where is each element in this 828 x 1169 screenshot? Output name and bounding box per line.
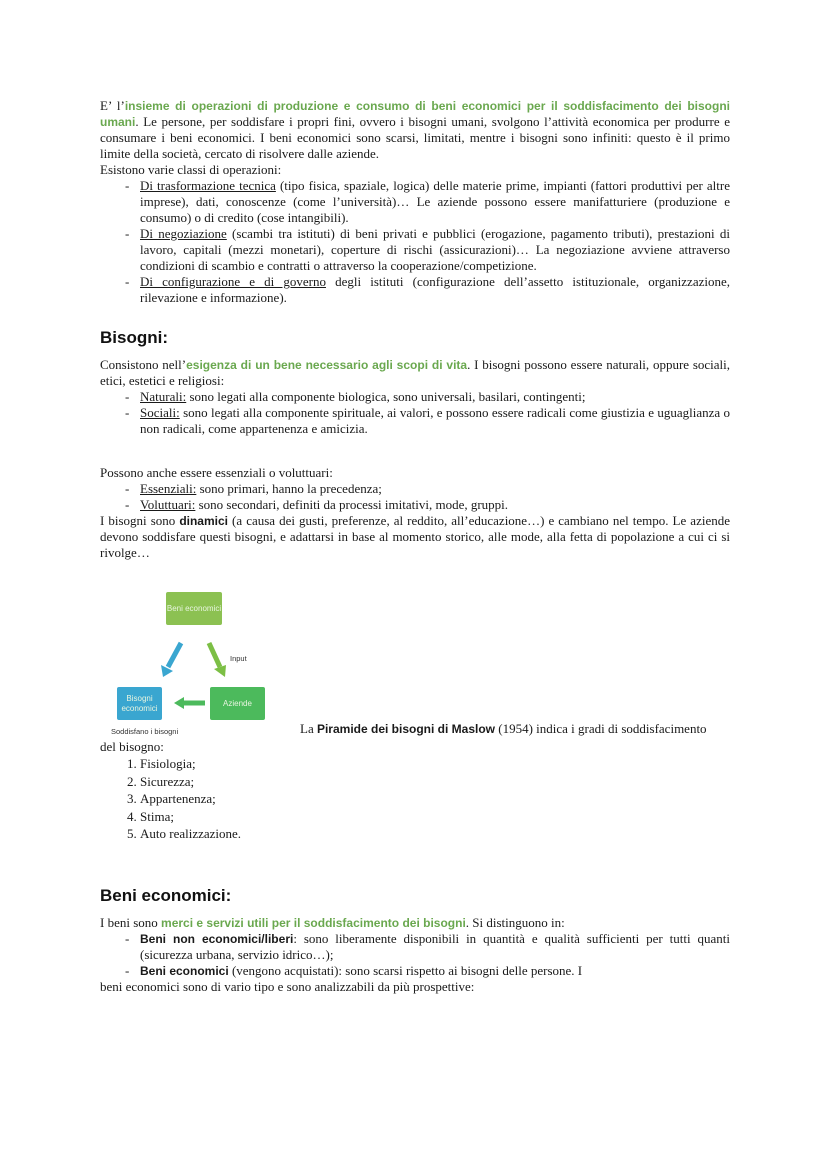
paragraph: Possono anche essere essenziali o voluttuari: bbox=[100, 465, 333, 480]
list-item bbox=[140, 497, 730, 513]
list-item: 2. Sicurezza; bbox=[140, 773, 730, 791]
label-soddisfano: Soddisfano i bisogni bbox=[111, 727, 179, 736]
term: Sociali: bbox=[140, 405, 180, 420]
list-item bbox=[140, 226, 730, 274]
needs-list-2 bbox=[100, 481, 730, 513]
list-item bbox=[140, 178, 730, 226]
bold-text: Piramide dei bisogni di Maslow bbox=[316, 722, 495, 736]
text: E’ l’ bbox=[100, 98, 125, 113]
term: Di trasformazione tecnica bbox=[140, 178, 276, 193]
list-item bbox=[140, 931, 730, 963]
goods-list bbox=[100, 931, 730, 979]
term: Beni non economici/liberi bbox=[140, 932, 294, 946]
text: degli istituti (configurazione dell’assetto istituzionale, organizzazione, rilevazione e informazione). bbox=[140, 274, 730, 305]
operations-list bbox=[100, 178, 730, 306]
maslow-section bbox=[100, 739, 730, 843]
economic-cycle-diagram bbox=[105, 585, 275, 745]
text: (scambi tra istituti) di beni privati e pubblici (erogazione, pagamento tributi), prestazioni di lavoro, capitali (mezzi monetari), coperture di rischi (assicurazioni)… La negoziazione avviene attraverso condizioni di scambio e contratti o attraverso la cooperazione/competizione. bbox=[140, 226, 730, 273]
highlight-text: esigenza di un bene necessario agli scopi di vita bbox=[186, 358, 468, 372]
left-arrow-icon bbox=[174, 697, 205, 709]
intro-paragraph bbox=[100, 98, 730, 162]
highlight-text: merci e servizi utili per il soddisfacimento dei bisogni bbox=[161, 916, 466, 930]
bold-text: dinamici bbox=[179, 514, 228, 528]
term: Di negoziazione bbox=[140, 226, 227, 241]
list-item bbox=[140, 389, 730, 405]
highlight-text: insieme di operazioni di produzione e consumo di beni economici per il soddisfacimento dei bisogni umani bbox=[100, 99, 731, 129]
arrows bbox=[105, 585, 275, 745]
green-arrow-icon bbox=[209, 643, 226, 677]
list-item bbox=[140, 963, 730, 979]
term: Beni economici bbox=[140, 964, 229, 978]
label-input: Input bbox=[230, 654, 247, 663]
list-item bbox=[140, 405, 730, 437]
paragraph: beni economici sono di vario tipo e sono analizzabili da più prospettive: bbox=[100, 979, 475, 994]
list-item: 3. Appartenenza; bbox=[140, 790, 730, 808]
text: . Si distinguono in: bbox=[465, 915, 565, 930]
text: . I bisogni possono essere naturali, oppure sociali, etici, estetici e religiosi: bbox=[100, 357, 730, 388]
heading-bisogni: Bisogni: bbox=[100, 328, 168, 347]
intro-paragraph-2: Esistono varie classi di operazioni: bbox=[100, 162, 282, 177]
paragraph bbox=[100, 915, 730, 931]
term: Voluttuari: bbox=[140, 497, 196, 512]
maslow-intro bbox=[300, 721, 737, 737]
list-item: 4. Stima; bbox=[140, 808, 730, 826]
term: Essenziali: bbox=[140, 481, 197, 496]
needs-list bbox=[100, 389, 730, 437]
text: La bbox=[300, 721, 317, 736]
text: sono legati alla componente spirituale, ai valori, e possono essere radicali come giustizia e uguaglianza o non radicali, come appartenenza e amicizia. bbox=[140, 405, 730, 436]
box-aziende: Aziende bbox=[210, 687, 265, 720]
box-bisogni-economici: Bisogni economici bbox=[117, 687, 162, 720]
paragraph bbox=[100, 357, 730, 389]
term: Di configurazione e di governo bbox=[140, 274, 326, 289]
text: sono legati alla componente biologica, sono universali, basilari, contingenti; bbox=[186, 389, 586, 404]
maslow-list bbox=[100, 755, 730, 843]
text: sono primari, hanno la precedenza; bbox=[196, 481, 382, 496]
text: (vengono acquistati): sono scarsi rispetto ai bisogni delle persone. I bbox=[228, 963, 583, 978]
bisogni-section bbox=[100, 357, 730, 561]
text: (a causa dei gusti, preferenze, al reddito, all’educazione…) e cambiano nel tempo. Le aziende devono soddisfare questi bisogni, e adattarsi in base al momento storico, alle mode, alla fetta di popolazione a cui ci si rivolge… bbox=[100, 513, 731, 560]
text: (1954) indica i gradi di soddisfacimento bbox=[495, 721, 707, 736]
blue-arrow-icon bbox=[161, 643, 181, 677]
box-beni-economici: Beni economici bbox=[166, 592, 222, 625]
paragraph bbox=[100, 513, 730, 561]
text: : sono liberamente disponibili in quantità e qualità sufficienti per tutti quanti (sicurezza urbana, servizio idrico…); bbox=[140, 931, 730, 962]
text: del bisogno: bbox=[100, 739, 164, 754]
text: I bisogni sono bbox=[100, 513, 180, 528]
text: (tipo fisica, spaziale, logica) delle materie prime, impianti (fattori produttivi per altre imprese), dati, conoscenze (come l’università)… Le aziende possono essere manifatturiere (produzione e consumo) o di credito (cose intangibili). bbox=[140, 178, 730, 225]
list-item: 1. Fisiologia; bbox=[140, 755, 730, 773]
list-item: 5. Auto realizzazione. bbox=[140, 825, 730, 843]
intro-section bbox=[100, 98, 730, 306]
list-item bbox=[140, 481, 730, 497]
text: sono secondari, definiti da processi imitativi, mode, gruppi. bbox=[195, 497, 509, 512]
text: I beni sono bbox=[100, 915, 162, 930]
text: Consistono nell’ bbox=[100, 357, 187, 372]
text: . Le persone, per soddisfare i propri fini, ovvero i bisogni umani, svolgono l’attività economica per produrre e consumare i beni economici. I beni economici sono scarsi, limitati, mentre i bisogni sono infiniti: questo è il primo limite della società, cercato di risolvere dalle aziende. bbox=[100, 114, 730, 161]
list-item bbox=[140, 274, 730, 306]
beni-section bbox=[100, 915, 730, 995]
heading-beni-economici: Beni economici: bbox=[100, 886, 232, 905]
term: Naturali: bbox=[140, 389, 187, 404]
